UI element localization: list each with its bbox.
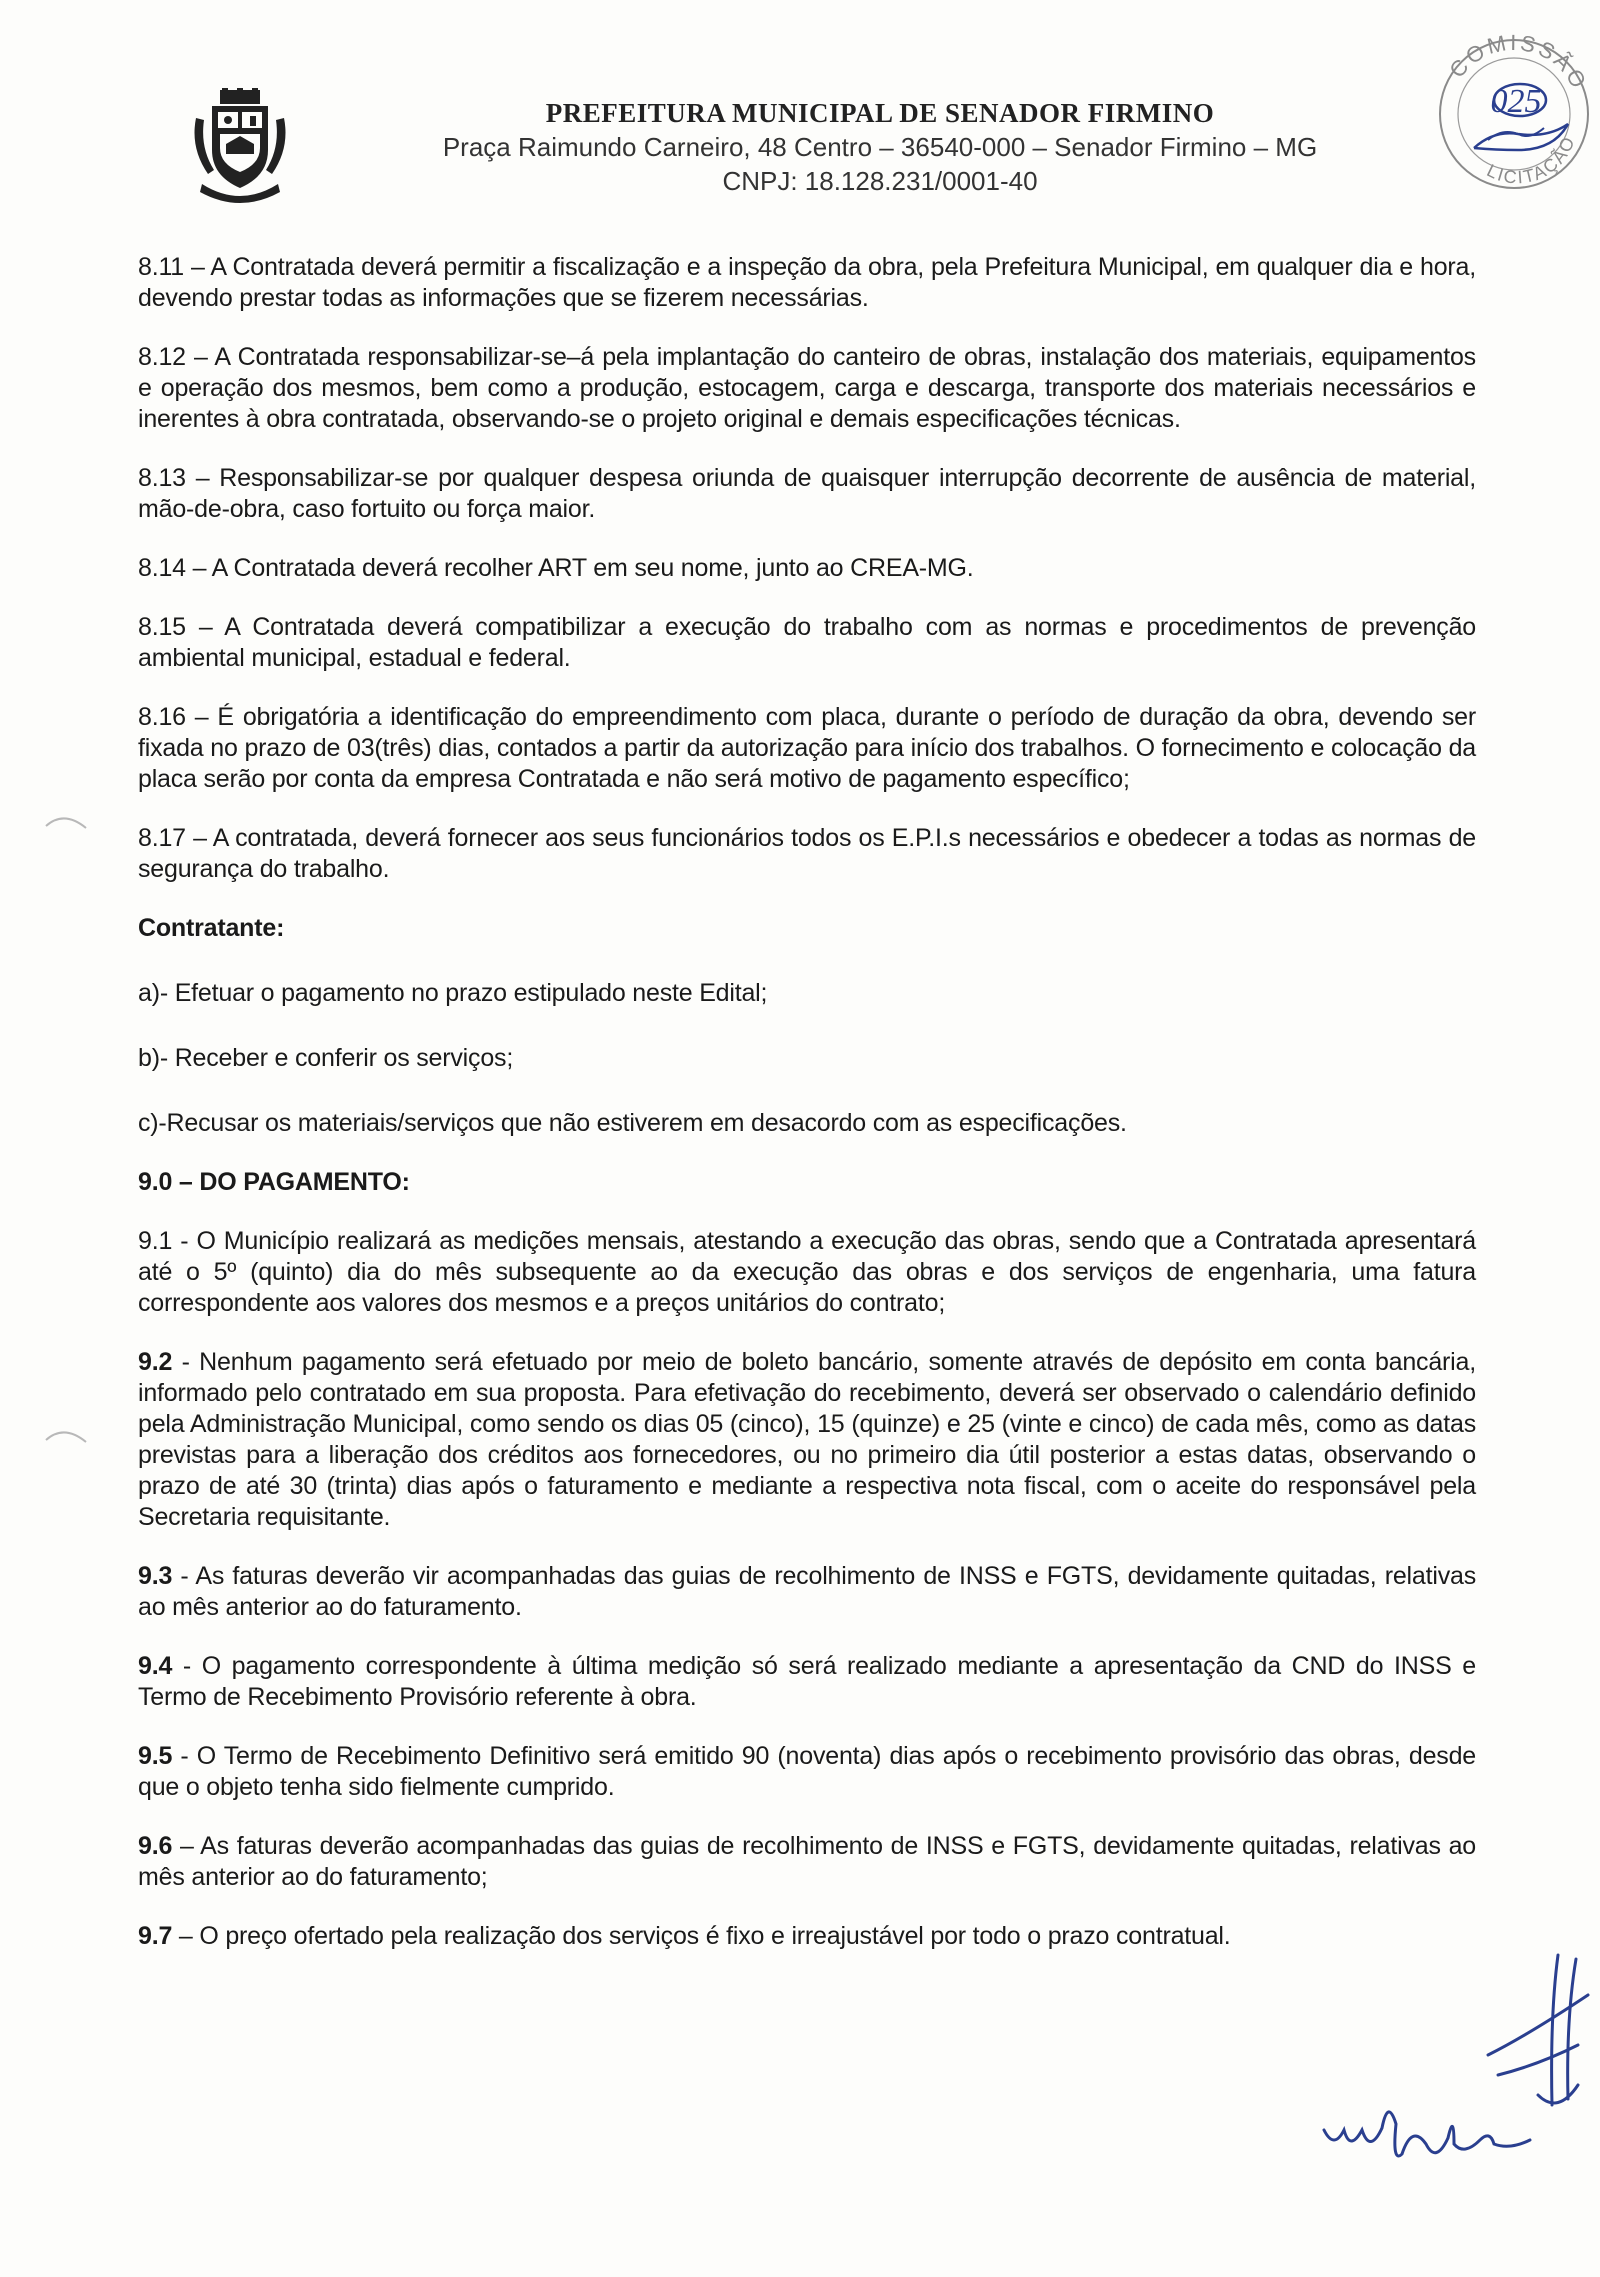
city-hall-address: Praça Raimundo Carneiro, 48 Centro – 36540-000 – Senador Firmino – MG — [442, 132, 1318, 162]
clause-9-5 — [138, 1741, 1476, 1803]
stamp-page-number: 025 — [1490, 83, 1542, 120]
clause-label: 9.4 — [138, 1652, 173, 1680]
clause-text: - O pagamento correspondente à última medição só será realizado mediante a apresentação da CND do INSS e Termo de Recebimento Provisório referente à obra. — [138, 1652, 1476, 1711]
margin-mark-icon — [44, 1422, 94, 1446]
city-hall-name: PREFEITURA MUNICIPAL DE SENADOR FIRMINO — [545, 98, 1215, 128]
coat-of-arms-icon — [192, 88, 288, 204]
clause-text: - O Termo de Recebimento Definitivo será emitido 90 (noventa) dias após o recebimento provisório das obras, desde que o objeto tenha sido fielmente cumprido. — [138, 1742, 1476, 1801]
clause-text: - As faturas deverão vir acompanhadas das guias de recolhimento de INSS e FGTS, devidamente quitadas, relativas ao mês anterior ao do faturamento. — [138, 1562, 1476, 1621]
clause-9-3 — [138, 1561, 1476, 1623]
stamp-bottom-text: LICITAÇÃO — [1483, 132, 1580, 188]
clause-text: – O preço ofertado pela realização dos serviços é fixo e irreajustável por todo o prazo contratual. — [172, 1922, 1231, 1950]
clause-8-11: 8.11 – A Contratada deverá permitir a fiscalização e a inspeção da obra, pela Prefeitura Municipal, em qualquer dia e hora, devendo prestar todas as informações que se fizerem necessárias. — [138, 253, 1476, 312]
svg-text:LICITAÇÃO — [1484, 133, 1580, 188]
contratante-heading: Contratante: — [138, 914, 285, 942]
clause-8-14: 8.14 – A Contratada deverá recolher ART em seu nome, junto ao CREA-MG. — [138, 554, 974, 582]
clause-9-1: 9.1 - O Município realizará as medições mensais, atestando a execução das obras, sendo que a Contratada apresentará até o 5º (quinto) dia do mês subsequente ao da execução das obras e dos serviços de engenharia, uma fatura correspondente aos valores dos mesmos e a preços unitários do contrato; — [138, 1227, 1476, 1317]
letterhead — [360, 96, 1400, 198]
margin-mark-icon — [44, 808, 94, 832]
clause-text: – As faturas deverão acompanhadas das guias de recolhimento de INSS e FGTS, devidamente quitadas, relativas ao mês anterior ao do faturamento; — [138, 1832, 1476, 1891]
clause-9-6 — [138, 1831, 1476, 1893]
city-hall-cnpj: CNPJ: 18.128.231/0001-40 — [722, 166, 1038, 196]
contratante-item-b: b)- Receber e conferir os serviços; — [138, 1044, 514, 1072]
clause-8-16: 8.16 – É obrigatória a identificação do empreendimento com placa, durante o período de duração da obra, devendo ser fixada no prazo de 03(três) dias, contados a partir da autorização para início dos trabalhos. O fornecimento e colocação da placa serão por conta da empresa Contratada e não será motivo de pagamento específico; — [138, 703, 1476, 793]
clause-8-17: 8.17 – A contratada, deverá fornecer aos seus funcionários todos os E.P.I.s necessários e obedecer a todas as normas de segurança do trabalho. — [138, 824, 1476, 883]
clause-label: 9.6 — [138, 1832, 173, 1860]
clause-8-13: 8.13 – Responsabilizar-se por qualquer despesa oriunda de quaisquer interrupção decorrente de ausência de material, mão-de-obra, caso fortuito ou força maior. — [138, 464, 1476, 523]
handwritten-initials-icon — [1478, 1945, 1596, 2120]
clause-9-2 — [138, 1347, 1476, 1533]
document-body — [138, 252, 1476, 1952]
pagamento-heading: 9.0 – DO PAGAMENTO: — [138, 1168, 410, 1196]
clause-label: 9.7 — [138, 1922, 173, 1950]
clause-8-12: 8.12 – A Contratada responsabilizar-se–á pela implantação do canteiro de obras, instalação dos materiais, equipamentos e operação dos mesmos, bem como a produção, estocagem, carga e descarga, transporte dos materiais necessários e inerentes à obra contratada, observando-se o projeto original e demais especificações técnicas. — [138, 343, 1476, 433]
stamp-top-text: COMISSÃO — [1444, 29, 1593, 95]
clause-8-15: 8.15 – A Contratada deverá compatibilizar a execução do trabalho com as normas e procedimentos de prevenção ambiental municipal, estadual e federal. — [138, 613, 1476, 672]
contratante-item-a: a)- Efetuar o pagamento no prazo estipulado neste Edital; — [138, 979, 768, 1007]
clause-text: - Nenhum pagamento será efetuado por meio de boleto bancário, somente através de depósito em conta bancária, informado pelo contratado em sua proposta. Para efetivação do recebimento, deverá ser observado o calendário definido pela Administração Municipal, como sendo os dias 05 (cinco), 15 (quinze) e 25 (vinte e cinco) de cada mês, como as datas previstas para a liberação dos créditos aos fornecedores, ou no primeiro dia útil posterior a estas datas, observando o prazo de até 30 (trinta) dias após o faturamento e mediante a respectiva nota fiscal, com o aceite do responsável pela Secretaria requisitante. — [138, 1348, 1476, 1531]
clause-label: 9.5 — [138, 1742, 173, 1770]
clause-label: 9.3 — [138, 1562, 173, 1590]
contratante-item-c: c)-Recusar os materiais/serviços que não estiverem em desacordo com as especificações. — [138, 1109, 1127, 1137]
commission-seal-icon — [1428, 22, 1596, 200]
clause-9-4 — [138, 1651, 1476, 1713]
handwritten-signature-icon — [1318, 2100, 1568, 2170]
clause-9-7 — [138, 1921, 1476, 1952]
clause-label: 9.2 — [138, 1348, 173, 1376]
